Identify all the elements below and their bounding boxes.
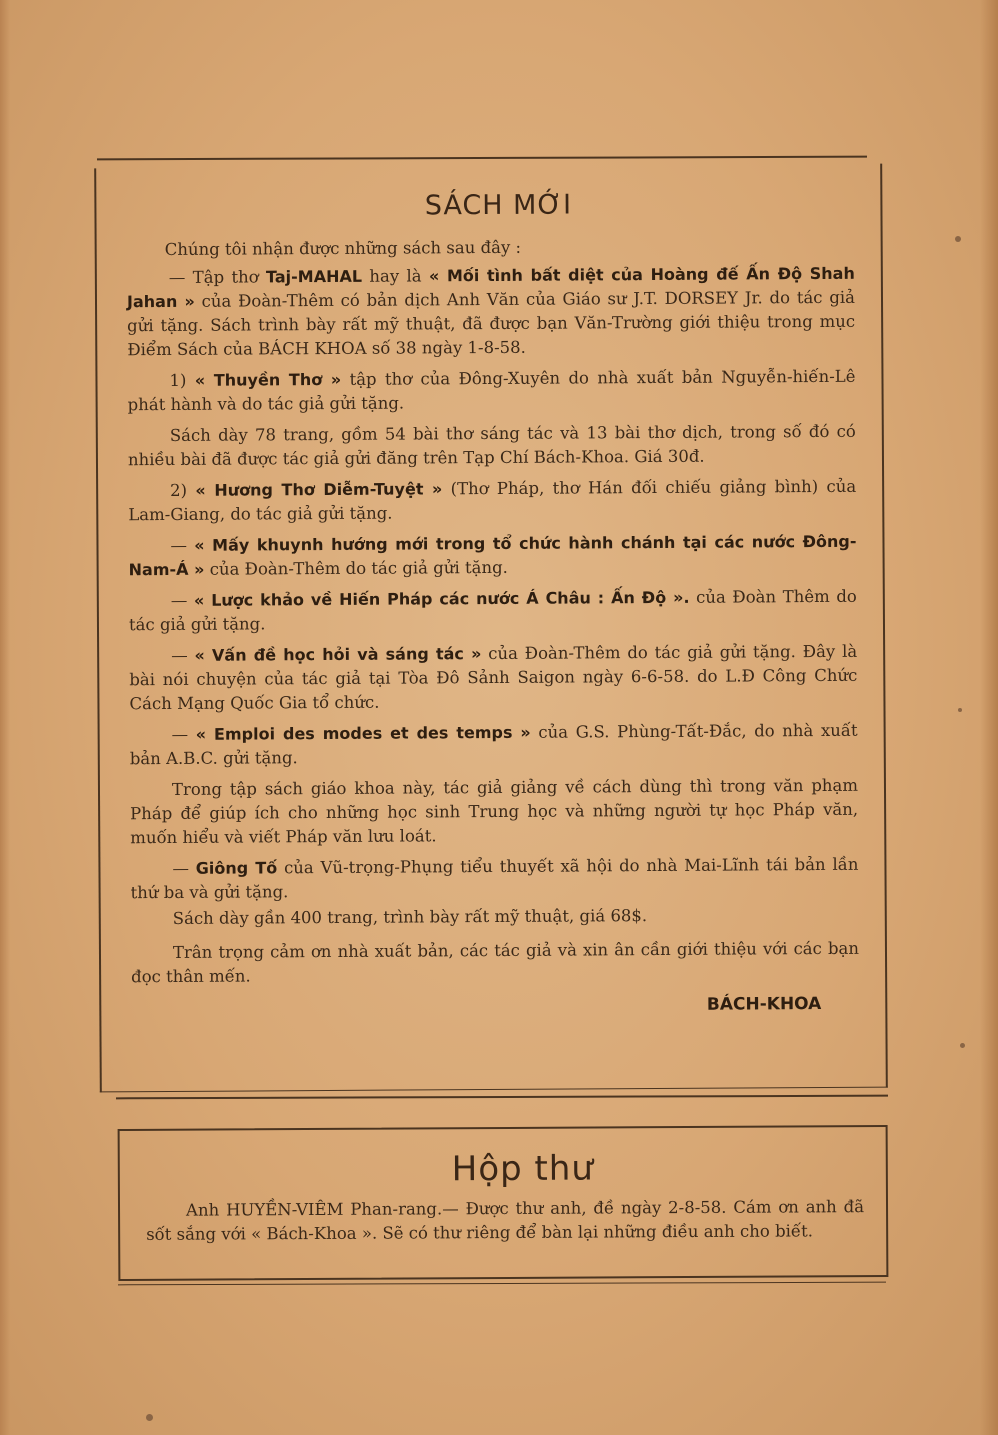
book-title-van-de: « Vấn đề học hỏi và sáng tác » <box>194 644 482 665</box>
signature: BÁCH-KHOA <box>706 993 822 1015</box>
book-title-giong-to: Giông Tố <box>195 858 278 878</box>
book-entry-taj-mahal: — Tập thơ Taj-MAHAL hay là « Mối tình bất diệt của Hoàng đế Ấn Độ Shah Jahan » của Đoàn-Thêm có bản dịch Anh Văn của Giáo sư J.T. DORSEY Jr. do tác giả gửi tặng. Sách trình bày rất mỹ thuật, đã được bạn Văn-Trường giới thiệu trong mục Điểm Sách của BÁCH KHOA số 38 ngày 1-8-58. <box>126 263 856 360</box>
book-subtitle-taj-mahal: « Mối tình bất diệt của Hoàng đế Ấn Độ Shah Jahan » <box>126 263 855 312</box>
mailbox-content <box>146 1195 864 1254</box>
book-entry-luoc-khao: — « Lược khảo về Hiến Pháp các nước Á Châu : Ấn Độ ». của Đoàn Thêm do tác giả gửi tặng. <box>128 586 857 635</box>
book-entry-may-khuynh-huong: — « Mấy khuynh hướng mới trong tổ chức hành chánh tại các nước Đông-Nam-Á » của Đoàn-Thêm do tác giả gửi tặng. <box>128 531 857 580</box>
new-books-box <box>94 164 888 1093</box>
book-note-thuyen-tho: Sách dày 78 trang, gồm 54 bài thơ sáng tác và 13 bài thơ dịch, trong số đó có nhiều bài đã được tác giả gửi đăng trên Tạp Chí Bách-Khoa. Giá 30đ. <box>127 421 856 470</box>
bottom-rule <box>118 1282 886 1286</box>
book-note-giong-to: Sách dày gần 400 trang, trình bày rất mỹ thuật, giá 68$. <box>172 906 648 928</box>
new-books-intro: Chúng tôi nhận được những sách sau đây : <box>164 237 522 259</box>
book-note-emploi: Trong tập sách giáo khoa này, tác giả giảng về cách dùng thì trong văn phạm Pháp để giúp ích cho những học sinh Trung học và những người tự học Pháp văn, muốn hiểu và viết Pháp văn lưu loát. <box>130 775 859 848</box>
mailbox-title: Hộp thư <box>451 1148 595 1190</box>
book-title-taj-mahal: Taj-MAHAL <box>265 266 363 287</box>
book-title-may-khuynh-huong: « Mấy khuynh hướng mới trong tổ chức hành chánh tại các nước Đông-Nam-Á » <box>128 531 857 580</box>
book-entry-emploi: — « Emploi des modes et des temps » của G.S. Phùng-Tất-Đắc, do nhà xuất bản A.B.C. gửi tặng. <box>129 720 858 769</box>
mailbox-letter: Anh HUYỀN-VIÊM Phan-rang.— Được thư anh, đề ngày 2-8-58. Cám ơn anh đã sốt sắng với « Bách-Khoa ». Sẽ có thư riêng để bàn lại những điều anh cho biết. <box>146 1197 865 1244</box>
book-entry-giong-to: — Giông Tố của Vũ-trọng-Phụng tiểu thuyết xã hội do nhà Mai-Lĩnh tái bản lần thứ ba và gửi tặng. <box>130 854 859 903</box>
new-books-content <box>127 234 860 1020</box>
thanks-paragraph: Trân trọng cảm ơn nhà xuất bản, các tác giả và xin ân cần giới thiệu với các bạn đọc thân mến. <box>131 938 860 987</box>
book-entry-huong-tho: 2) « Hương Thơ Diễm-Tuyệt » (Thơ Pháp, thơ Hán đối chiếu giảng bình) của Lam-Giang, do tác giả gửi tặng. <box>128 476 857 525</box>
book-title-thuyen-tho: « Thuyền Thơ » <box>194 369 342 390</box>
book-title-luoc-khao: « Lược khảo về Hiến Pháp các nước Á Châu : Ấn Độ ». <box>193 587 690 610</box>
paper-speck <box>146 1414 153 1421</box>
book-title-huong-tho: « Hương Thơ Diễm-Tuyệt » <box>195 479 443 500</box>
paper-speck <box>958 708 962 712</box>
middle-rule <box>116 1095 888 1100</box>
paper-speck <box>960 1043 965 1048</box>
new-books-title: SÁCH MỚI <box>424 189 573 222</box>
book-title-emploi: « Emploi des modes et des temps » <box>195 722 531 744</box>
page-edge-left <box>0 0 10 1435</box>
page-edge-right <box>980 0 998 1435</box>
top-rule <box>97 156 867 161</box>
mailbox-box <box>118 1125 889 1281</box>
book-entry-thuyen-tho: 1) « Thuyền Thơ » tập thơ của Đông-Xuyên do nhà xuất bản Nguyễn-hiến-Lê phát hành và do tác giả gửi tặng. <box>127 366 856 415</box>
book-entry-van-de: — « Vấn đề học hỏi và sáng tác » của Đoàn-Thêm do tác giả gửi tặng. Đây là bài nói chuyện của tác giả tại Tòa Đô Sảnh Saigon ngày 6-6-58. do L.Đ Công Chức Cách Mạng Quốc Gia tổ chức. <box>129 641 858 714</box>
paper-speck <box>955 236 961 242</box>
